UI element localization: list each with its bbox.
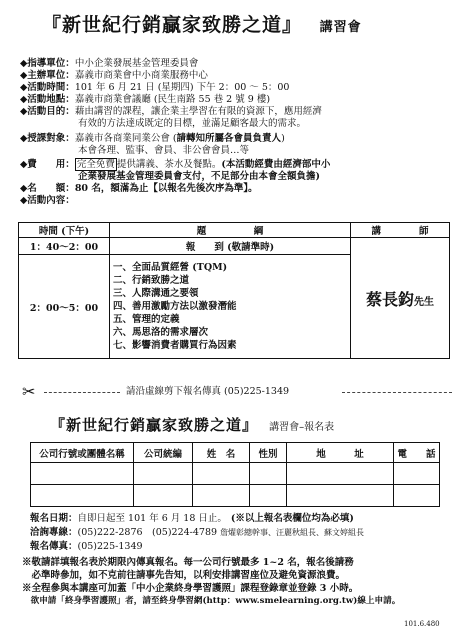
registration-form-table: [30, 442, 440, 507]
form-header-phone: 電 話: [394, 443, 440, 463]
gender-field[interactable]: [250, 485, 287, 507]
tax-id-field[interactable]: [134, 485, 193, 507]
form-title-suffix: 講習會–報名表: [269, 422, 335, 433]
info-row-content-label: ◆活動內容：: [20, 195, 75, 206]
note-line: 欲申請「終身學習護照」者，請至終身學習網(http：www.smelearning.org.tw)線上申請。: [22, 596, 401, 606]
cut-line-right: [342, 392, 452, 393]
info-row-fee: ◆費 用： 完全免費 提供講義、茶水及餐點。(本活動經費由經濟部中小: [20, 159, 331, 170]
schedule-header-time: 時間 (下午): [19, 223, 110, 238]
note-line: ※全程參與本講座可加蓋「中小企業終身學習護照」課程登錄章並登錄 3 小時。: [22, 583, 359, 594]
page-title: 『新世紀行銷贏家致勝之道』: [42, 14, 303, 36]
form-title: 『新世紀行銷贏家致勝之道』: [50, 416, 259, 434]
lecturer-name: 蔡長鈞: [365, 289, 414, 309]
topic-item: 六、馬思洛的需求層次: [113, 327, 209, 338]
inquiry-phone-row: 洽詢專線：(05)222-2876 (05)224-4789 詹燿彰總幹事、汪麗秋組長、蘇文婷組長: [30, 527, 365, 538]
notes-block: [22, 556, 400, 608]
schedule-time-checkin: 1：40～2：00: [19, 238, 110, 255]
phone-field[interactable]: [394, 485, 440, 507]
schedule-time-session: 2：00～5：00: [19, 255, 110, 359]
topic-item: 二、行銷致勝之道: [113, 275, 190, 286]
schedule-header-topic: 題 綱: [110, 223, 351, 238]
topic-item: 三、人際溝通之要領: [113, 288, 199, 299]
info-row-organizer: ◆主辦單位：嘉義市商業會中小商業服務中心: [20, 70, 208, 81]
note-line: ※敬請詳填報名表於期限內傳真報名。每一公司行號最多 1~2 名，報名後請務: [22, 557, 354, 568]
registration-date-row: 報名日期：自即日起至 101 年 6 月 18 日止。 (※以上報名表欄位均為必填): [30, 513, 354, 524]
note-line: 必準時參加，如不克前往請事先告知，以利安排講習座位及避免資源浪費。: [22, 570, 346, 581]
info-row-quota: ◆名 額：80 名，額滿為止【以報名先後次序為準】。: [20, 183, 258, 194]
info-row-location: ◆活動地點：嘉義市商業會議廳 (民生南路 55 巷 2 號 9 樓): [20, 94, 271, 105]
address-field[interactable]: [287, 463, 394, 485]
topic-item: 四、善用激勵方法以激發潛能: [113, 301, 237, 312]
document-code: 101.6.480: [404, 620, 440, 628]
phone-field[interactable]: [394, 463, 440, 485]
info-row-fee-cont: 企業發展基金管理委員會支付，不足部分由本會全額負擔): [78, 171, 320, 182]
cut-line-text: 請沿虛線剪下報名傳真 (05)225-1349: [126, 386, 290, 397]
form-header-company: 公司行號或團體名稱: [31, 443, 134, 463]
free-badge: 完全免費: [76, 159, 115, 170]
info-row-audience: ◆授課對象：嘉義市各商業同業公會 (請轉知所屬各會員負責人): [20, 133, 285, 144]
form-header-tax-id: 公司統編: [134, 443, 193, 463]
schedule-table: [18, 222, 450, 359]
info-row-guidance: ◆指導單位：中小企業發展基金管理委員會: [20, 58, 199, 69]
scissors-icon: ✂: [22, 382, 36, 401]
form-header-address: 地 址: [287, 443, 394, 463]
company-field[interactable]: [31, 463, 134, 485]
info-block: [20, 58, 330, 207]
name-field[interactable]: [193, 485, 250, 507]
lecturer-suffix: 先生: [414, 296, 434, 308]
info-row-purpose: ◆活動目的：藉由講習的課程，讓企業主學習在有限的資源下，應用經濟: [20, 106, 322, 117]
form-header-gender: 性別: [250, 443, 287, 463]
schedule-lecturer: [351, 238, 450, 359]
schedule-header-lecturer: 講 師: [351, 223, 450, 238]
cut-line-left: [44, 392, 120, 393]
fax-row: 報名傳真：(05)225-1349: [30, 541, 143, 552]
topic-item: 五、管理的定義: [113, 314, 180, 325]
info-row-time: ◆活動時間：101 年 6 月 21 日 (星期四) 下午 2：00 ～ 5：00: [20, 82, 290, 93]
schedule-topic-list: [110, 255, 351, 359]
name-field[interactable]: [193, 463, 250, 485]
info-row-purpose-cont: 有效的方法達成既定的目標，並滿足顧客最大的需求。: [78, 118, 307, 129]
page-title-suffix: 講習會: [319, 20, 362, 35]
form-header-name: 姓 名: [193, 443, 250, 463]
schedule-topic-checkin: 報 到 (敬請準時): [110, 238, 351, 255]
gender-field[interactable]: [250, 463, 287, 485]
company-field[interactable]: [31, 485, 134, 507]
info-row-audience-cont: 本會各理、監事、會員、非公會會員…等: [78, 145, 250, 156]
address-field[interactable]: [287, 485, 394, 507]
topic-item: 一、全面品質經營 (TQM): [113, 262, 228, 273]
registration-info: [30, 512, 364, 554]
tax-id-field[interactable]: [134, 463, 193, 485]
topic-item: 七、影響消費者購買行為因素: [113, 340, 237, 351]
